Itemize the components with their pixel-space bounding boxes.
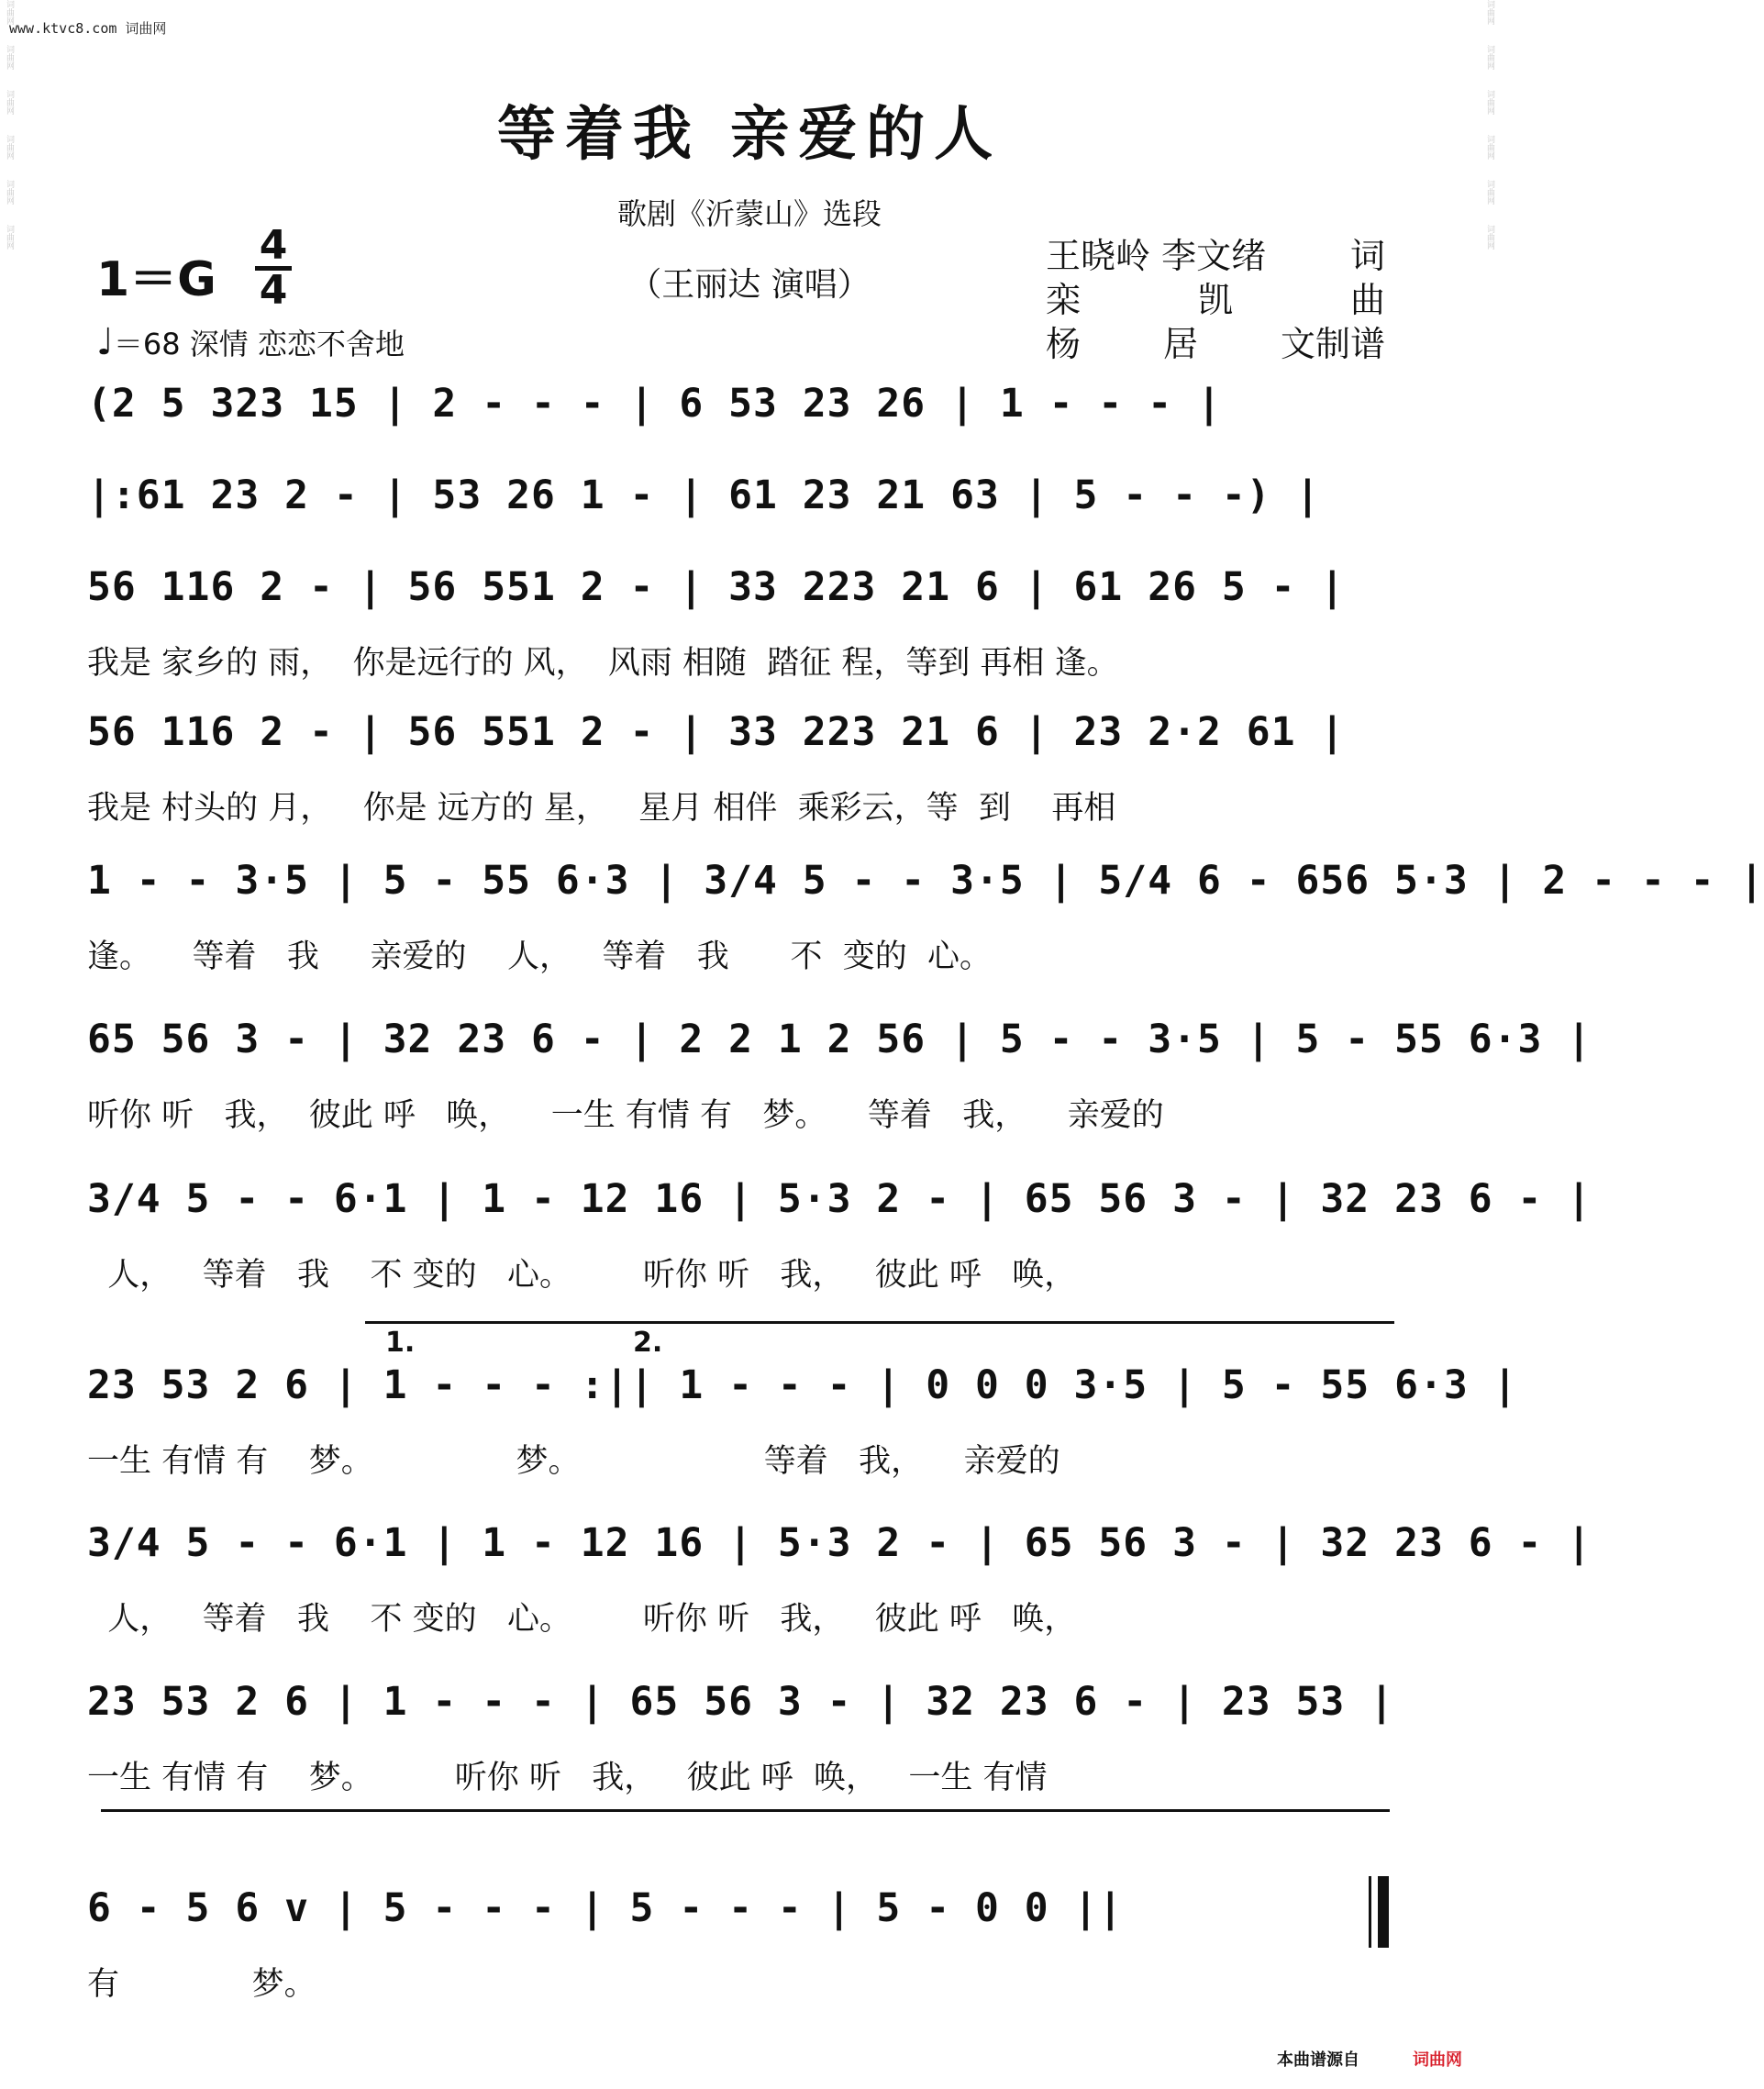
- notation-line: 3/4 5 - - 6·1 | 1 - 12 16 | 5·3 2 - | 65 56 3 - | 32 23 6 - |: [87, 1176, 1592, 1222]
- song-subtitle: 歌剧《沂蒙山》选段: [616, 196, 882, 231]
- notation-line: 56 116 2 - | 56 551 2 - | 33 223 21 6 | 61 26 5 - |: [87, 564, 1346, 610]
- notation-line: 65 56 3 - | 32 23 6 - | 2 2 1 2 56 | 5 - - 3·5 | 5 - 55 6·3 |: [87, 1017, 1592, 1062]
- notation-line: 56 116 2 - | 56 551 2 - | 33 223 21 6 | 23 2·2 61 |: [87, 709, 1346, 755]
- volta-bracket: [365, 1321, 1394, 1350]
- site-watermark: www.ktvc8.com 词曲网: [9, 20, 167, 37]
- notation-line: (2 5 323 15 | 2 - - - | 6 53 23 26 | 1 - - - |: [87, 381, 1222, 427]
- singer-credit: （王丽达 演唱）: [628, 266, 871, 304]
- notation-line: 1 - - 3·5 | 5 - 55 6·3 | 3/4 5 - - 3·5 | 5/4 6 - 656 5·3 | 2 - - - |: [87, 858, 1764, 904]
- lyricist-credit: 王晓岭 李文绪 词: [1046, 236, 1385, 276]
- notation-line: 23 53 2 6 | 1 - - - :|| 1 - - - | 0 0 0 3·5 | 5 - 55 6·3 |: [87, 1362, 1518, 1408]
- lyrics-line: 一生 有情 有 梦。 听你 听 我， 彼此 呼 唤， 一生 有情: [87, 1760, 1048, 1796]
- left-margin-watermark: 词曲网 词曲网 词曲网 词曲网 词曲网 词曲网: [5, 0, 14, 250]
- tempo-marking: ♩＝68 深情 恋恋不舍地: [96, 321, 405, 363]
- key-signature: 1＝G: [96, 252, 216, 307]
- lyrics-line: 听你 听 我， 彼此 呼 唤， 一生 有情 有 梦。 等着 我， 亲爱的: [87, 1097, 1164, 1134]
- lyrics-line: 有 梦。: [87, 1966, 316, 2003]
- lyrics-line: 逢。 等着 我 亲爱的 人， 等着 我 不 变的 心。: [87, 939, 993, 975]
- final-barline-thin: [1369, 1876, 1371, 1948]
- time-signature: 4 4: [255, 228, 292, 309]
- lyrics-line: 人， 等着 我 不 变的 心。 听你 听 我， 彼此 呼 唤，: [87, 1257, 1077, 1294]
- quarter-note-icon: ♩: [96, 321, 114, 363]
- lyrics-line: 我是 家乡的 雨， 你是远行的 风， 风雨 相随 踏征 程，等到 再相 逢。: [87, 645, 1119, 682]
- lyrics-line: 人， 等着 我 不 变的 心。 听你 听 我， 彼此 呼 唤，: [87, 1601, 1077, 1638]
- notation-line: 6 - 5 6 v | 5 - - - | 5 - - - | 5 - 0 0 ||: [87, 1885, 1124, 1931]
- arranger-credit: 杨 居 文制谱: [1046, 324, 1385, 364]
- final-barline-thick: [1378, 1876, 1389, 1948]
- right-margin-watermark: 词曲网 词曲网 词曲网 词曲网 词曲网 词曲网: [1485, 0, 1494, 250]
- footer-logo: 词曲网: [1413, 2050, 1462, 2070]
- notation-line: |:61 23 2 - | 53 26 1 - | 61 23 21 63 | 5 - - -) |: [87, 472, 1321, 518]
- footer-source: 本曲谱源自: [1277, 2050, 1359, 2070]
- notation-line: 3/4 5 - - 6·1 | 1 - 12 16 | 5·3 2 - | 65 56 3 - | 32 23 6 - |: [87, 1520, 1592, 1566]
- first-ending-label: 1.: [385, 1327, 416, 1359]
- staff-rule: [101, 1809, 1390, 1812]
- notation-line: 23 53 2 6 | 1 - - - | 65 56 3 - | 32 23 6 - | 23 53 |: [87, 1679, 1395, 1725]
- lyrics-line: 一生 有情 有 梦。 梦。 等着 我， 亲爱的: [87, 1443, 1060, 1480]
- song-title: 等着我 亲爱的人: [496, 100, 1003, 169]
- lyrics-line: 我是 村头的 月， 你是 远方的 星， 星月 相伴 乘彩云，等 到 再相: [87, 790, 1116, 827]
- composer-credit: 栾 凯 曲: [1046, 280, 1385, 320]
- second-ending-label: 2.: [633, 1327, 663, 1359]
